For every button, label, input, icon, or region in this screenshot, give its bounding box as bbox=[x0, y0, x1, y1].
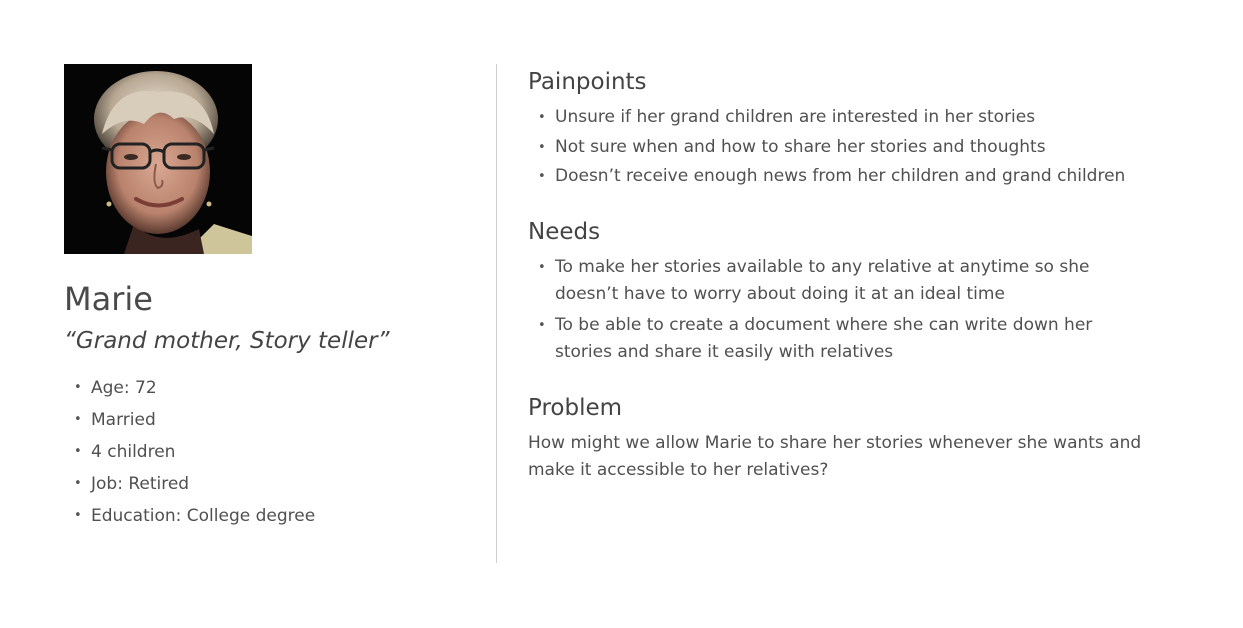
problem-statement: How might we allow Marie to share her stories whenever she wants and make it accessible to her relatives? bbox=[528, 433, 1142, 480]
persona-tagline: “Grand mother, Story teller” bbox=[64, 328, 390, 354]
persona-photo bbox=[64, 64, 252, 254]
painpoint-item: • Doesn’t receive enough news from her children and grand children bbox=[538, 162, 1178, 192]
fact-education: • Education: College degree bbox=[74, 500, 315, 532]
problem-title: Problem bbox=[528, 395, 623, 421]
need-item: • To be able to create a document where she can write down her stories and share it easily with relatives bbox=[538, 312, 1138, 366]
painpoint-item: • Unsure if her grand children are interested in her stories bbox=[538, 103, 1178, 133]
persona-facts-list bbox=[74, 372, 315, 532]
needs-list bbox=[538, 254, 1138, 370]
fact-age: • Age: 72 bbox=[74, 372, 315, 404]
persona-name: Marie bbox=[64, 280, 153, 318]
fact-children: • 4 children bbox=[74, 436, 315, 468]
column-divider bbox=[496, 64, 497, 563]
painpoints-title: Painpoints bbox=[528, 69, 647, 95]
needs-title: Needs bbox=[528, 219, 601, 245]
painpoints-list bbox=[538, 103, 1178, 192]
painpoint-item: • Not sure when and how to share her stories and thoughts bbox=[538, 133, 1178, 163]
fact-job: • Job: Retired bbox=[74, 468, 315, 500]
portrait-illustration bbox=[64, 64, 252, 254]
fact-marital-status: • Married bbox=[74, 404, 315, 436]
need-item: • To make her stories available to any relative at anytime so she doesn’t have to worry about doing it at an ideal time bbox=[538, 254, 1138, 308]
